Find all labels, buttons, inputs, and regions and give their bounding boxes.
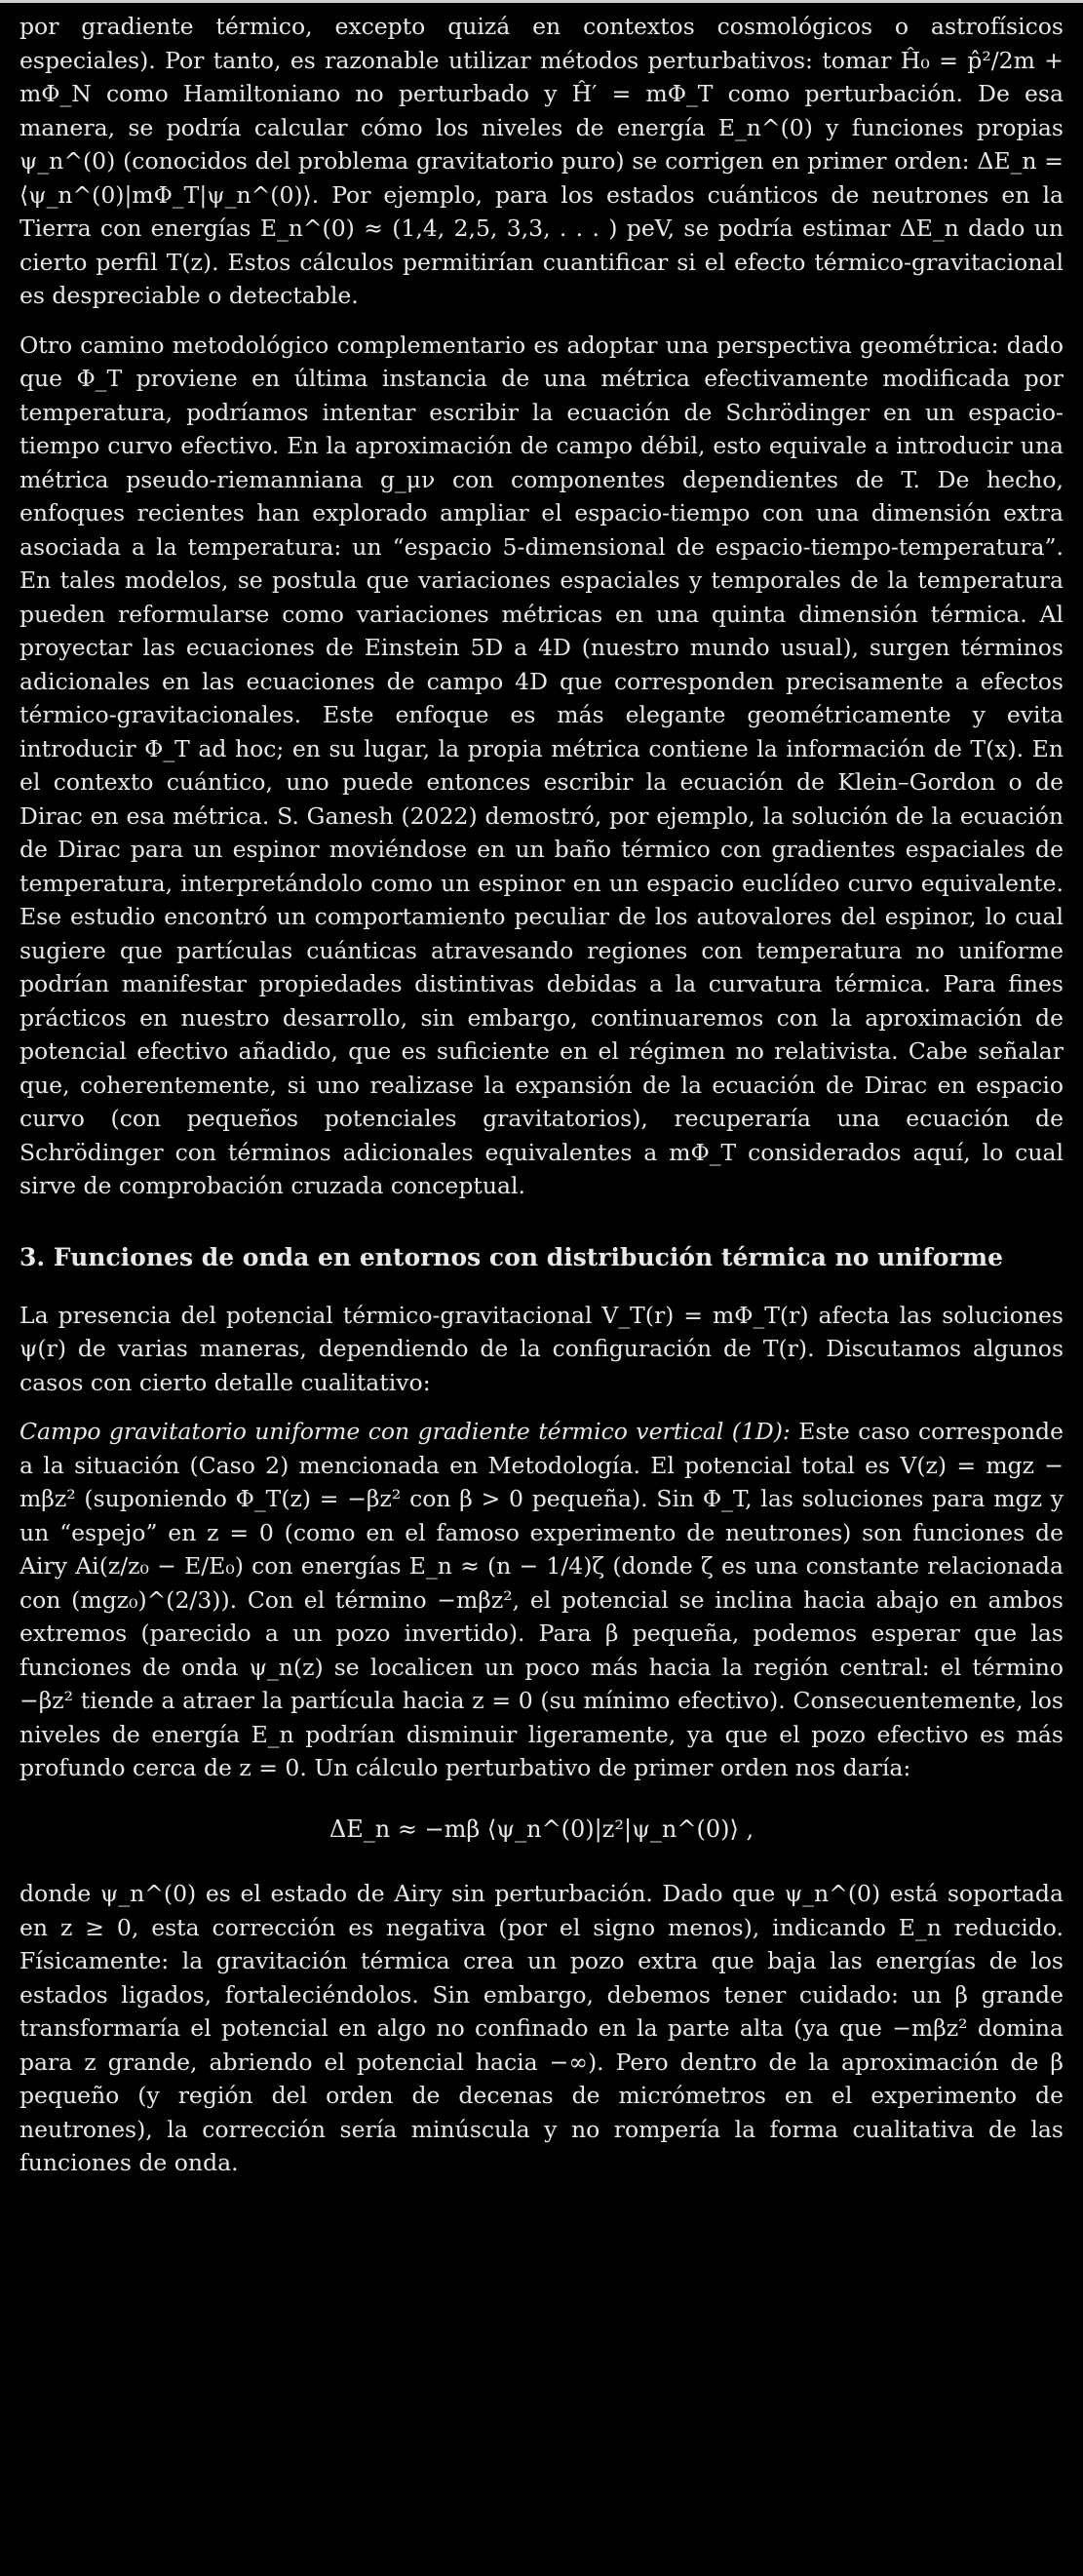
paragraph-intro: La presencia del potencial térmico-gravitacional V_T(r) = mΦ_T(r) afecta las soluciones ψ(r) de varias maneras, dependiendo de la configuración de T(r). Discutamos algunos casos con cierto detalle cualitativo: — [19, 1301, 1064, 1396]
paragraph-perturbative: por gradiente térmico, excepto quizá en contextos cosmológicos o astrofísicos especiales). Por tanto, es razonable utilizar métodos perturbativos: tomar Ĥ₀ = p̂²/2m + mΦ_N como Hamiltoniano no perturbado y Ĥ′ = mΦ_T como perturbación. De esa manera, se podría calcular cómo los niveles de energía E_n^(0) y funciones propias ψ_n^(0) (conocidos del problema gravitatorio puro) se corrigen en primer orden: ΔE_n = ⟨ψ_n^(0)|mΦ_T|ψ_n^(0)⟩. Por ejemplo, para los estados cuánticos de neutrones en la Tierra con energías E_n^(0) ≈ (1,4, 2,5, 3,3, . . . ) peV, se podría estimar ΔE_n dado un cierto perfil T(z). Estos cálculos permitirían cuantificar si el efecto térmico-gravitacional es despreciable o detectable. — [19, 13, 1064, 309]
case-title: Campo gravitatorio uniforme con gradiente térmico vertical (1D): — [19, 1418, 791, 1445]
document-body — [19, 10, 1064, 2196]
section-heading: 3. Funciones de onda en entornos con distribución térmica no uniforme — [19, 1242, 1003, 1271]
case-text: Este caso corresponde a la situación (Caso 2) mencionada en Metodología. El potencial total es V(z) = mgz − mβz² (suponiendo Φ_T(z) = −βz² con β > 0 pequeña). Sin Φ_T, las soluciones para mgz y un “espejo” en z = 0 (como en el famoso experimento de neutrones) son funciones de Airy Ai(z/z₀ − E/E₀) con energías E_n ≈ (n − 1/4)ζ (donde ζ es una constante relacionada con (mgz₀)^(2/3)). Con el término −mβz², el potencial se inclina hacia abajo en ambos extremos (parecido a un pozo invertido). Para β pequeña, podemos esperar que las funciones de onda ψ_n(z) se localicen un poco más hacia la región central: el término −βz² tiende a atraer la partícula hacia z = 0 (su mínimo efectivo). Consecuentemente, los niveles de energía E_n podrían disminuir ligeramente, ya que el pozo efectivo es más profundo cerca de z = 0. Un cálculo perturbativo de primer orden nos daría: — [19, 1418, 1064, 1781]
paragraph-conclusion: donde ψ_n^(0) es el estado de Airy sin perturbación. Dado que ψ_n^(0) está soportada en z ≥ 0, esta corrección es negativa (por el signo menos), indicando E_n reducido. Físicamente: la gravitación térmica crea un pozo extra que baja las energías de los estados ligados, fortaleciéndolos. Sin embargo, debemos tener cuidado: un β grande transformaría el potencial en algo no confinado en la parte alta (ya que −mβz² domina para z grande, abriendo el potencial hacia −∞). Pero dentro de la aproximación de β pequeño (y región del orden de decenas de micrómetros en el experimento de neutrones), la corrección sería minúscula y no rompería la forma cualitativa de las funciones de onda. — [19, 1880, 1064, 2176]
paragraph-case-1d — [19, 1415, 1064, 1785]
equation-delta-e: ΔE_n ≈ −mβ ⟨ψ_n^(0)|z²|ψ_n^(0)⟩ , — [329, 1815, 754, 1843]
paragraph-geometric: Otro camino metodológico complementario es adoptar una perspectiva geométrica: dado que Φ_T proviene en última instancia de una métrica efectivamente modificada por temperatura, podríamos intentar escribir la ecuación de Schrödinger en un espacio-tiempo curvo efectivo. En la aproximación de campo débil, esto equivale a introducir una métrica pseudo-riemanniana g_μν con componentes dependientes de T. De hecho, enfoques recientes han explorado ampliar el espacio-tiempo con una dimensión extra asociada a la temperatura: un “espacio 5-dimensional de espacio-tiempo-temperatura”. En tales modelos, se postula que variaciones espaciales y temporales de la temperatura pueden reformularse como variaciones métricas en una quinta dimensión térmica. Al proyectar las ecuaciones de Einstein 5D a 4D (nuestro mundo usual), surgen términos adicionales en las ecuaciones de campo 4D que corresponden precisamente a efectos térmico-gravitacionales. Este enfoque es más elegante geométricamente y evita introducir Φ_T ad hoc; en su lugar, la propia métrica contiene la información de T(x). En el contexto cuántico, uno puede entonces escribir la ecuación de Klein–Gordon o de Dirac en esa métrica. S. Ganesh (2022) demostró, por ejemplo, la solución de la ecuación de Dirac para un espinor moviéndose en un baño térmico con gradientes espaciales de temperatura, interpretándolo como un espinor en un espacio euclídeo curvo equivalente. Ese estudio encontró un comportamiento peculiar de los autovalores del espinor, lo cual sugiere que partículas cuánticas atravesando regiones con temperatura no uniforme podrían manifestar propiedades distintivas debidas a la curvatura térmica. Para fines prácticos en nuestro desarrollo, sin embargo, continuaremos con la aproximación de potencial efectivo añadido, que es suficiente en el régimen no relativista. Cabe señalar que, coherentemente, si uno realizase la expansión de la ecuación de Dirac en espacio curvo (con pequeños potenciales gravitatorios), recuperaría una ecuación de Schrödinger con términos adicionales equivalentes a mΦ_T considerados aquí, lo cual sirve de comprobación cruzada conceptual. — [19, 331, 1064, 1199]
top-rule — [0, 0, 1083, 3]
